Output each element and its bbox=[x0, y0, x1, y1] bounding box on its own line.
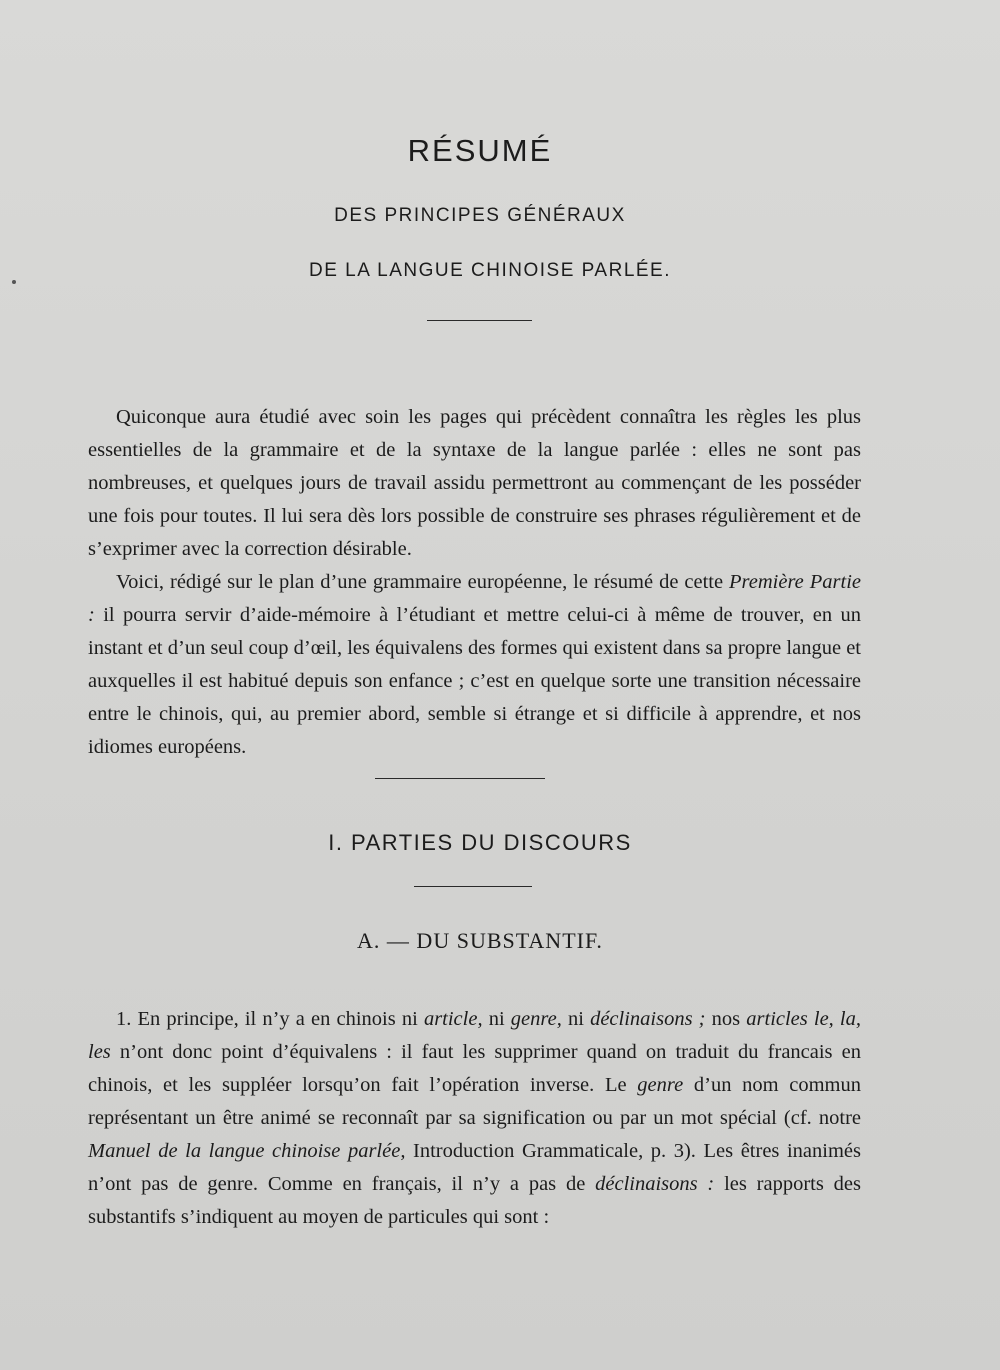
p3-seg-7: articles le, la, les bbox=[88, 1007, 862, 1063]
title-divider bbox=[427, 320, 532, 321]
p3-seg-8: n’ont donc point d’équivalens : il faut les supprimer quand on traduit du francais en chinois, et les suppléer lorsqu’on fait l’opération inverse. Le bbox=[88, 1040, 861, 1096]
intro-paragraph-1: Quiconque aura étudié avec soin les pages qui précèdent connaîtra les règles les plus essentielles de la grammaire et de la syntaxe de la langue parlée : elles ne sont pas nombreuses, et quelques jours de travail assidu permettront au commençant de les posséder une fois pour toutes. Il lui sera dès lors possible de construire ses phrases régulièrement et de s’exprimer avec la correction désirable. bbox=[88, 405, 861, 560]
subsection-heading: A. — DU SUBSTANTIF. bbox=[357, 928, 603, 953]
page-title: RÉSUMÉ bbox=[407, 133, 553, 168]
p3-seg-13: déclinaisons : bbox=[595, 1172, 715, 1195]
paragraph-2-text-b: il pourra servir d’aide-mémoire à l’étudiant et mettre celui-ci à même de trouver, en un instant et d’un seul coup d’œil, les équivalens des formes qui existent dans sa propre langue et auxquelles il est habitué depuis son enfance ; c’est en quelque sorte une transition nécessaire entre le chinois, qui, au premier abord, semble si étrange et si difficile à apprendre, et nos idiomes européens. bbox=[88, 603, 861, 758]
p3-seg-11: Manuel de la langue chinoise parlée, bbox=[88, 1139, 406, 1162]
body-paragraph-1 bbox=[88, 1003, 861, 1234]
subtitle-line-1: DES PRINCIPES GÉNÉRAUX bbox=[334, 205, 626, 226]
paragraph-2-italic: Première Partie : bbox=[88, 570, 861, 626]
p3-seg-3: genre, bbox=[510, 1007, 562, 1030]
section-heading: I. PARTIES DU DISCOURS bbox=[328, 830, 632, 855]
p3-seg-12: Introduction Grammaticale, p. 3). Les êtres inanimés n’ont pas de genre. Comme en français, il n’y a pas de bbox=[88, 1139, 861, 1195]
p3-seg-6: nos bbox=[705, 1007, 747, 1030]
p3-seg-10: d’un nom commun représentant un être animé se reconnaît par sa signification ou par un mot spécial (cf. notre bbox=[88, 1073, 861, 1129]
section-divider bbox=[375, 778, 545, 779]
paragraph-2-text-a: Voici, rédigé sur le plan d’une grammaire européenne, le résumé de cette bbox=[116, 570, 730, 593]
p3-seg-4: ni bbox=[561, 1007, 591, 1030]
subtitle-line-2: DE LA LANGUE CHINOISE PARLÉE. bbox=[308, 260, 672, 281]
p3-seg-9: genre bbox=[637, 1073, 684, 1096]
p3-seg-2: ni bbox=[482, 1007, 511, 1030]
intro-paragraph-2 bbox=[88, 566, 861, 764]
p3-seg-0: 1. En principe, il n’y a en chinois ni bbox=[116, 1007, 424, 1030]
p3-seg-5: déclinaisons ; bbox=[590, 1007, 706, 1030]
p3-seg-1: article, bbox=[423, 1007, 483, 1030]
p3-seg-14: les rapports des substantifs s’indiquent au moyen de particules qui sont : bbox=[88, 1172, 861, 1228]
subsection-divider bbox=[414, 886, 532, 887]
